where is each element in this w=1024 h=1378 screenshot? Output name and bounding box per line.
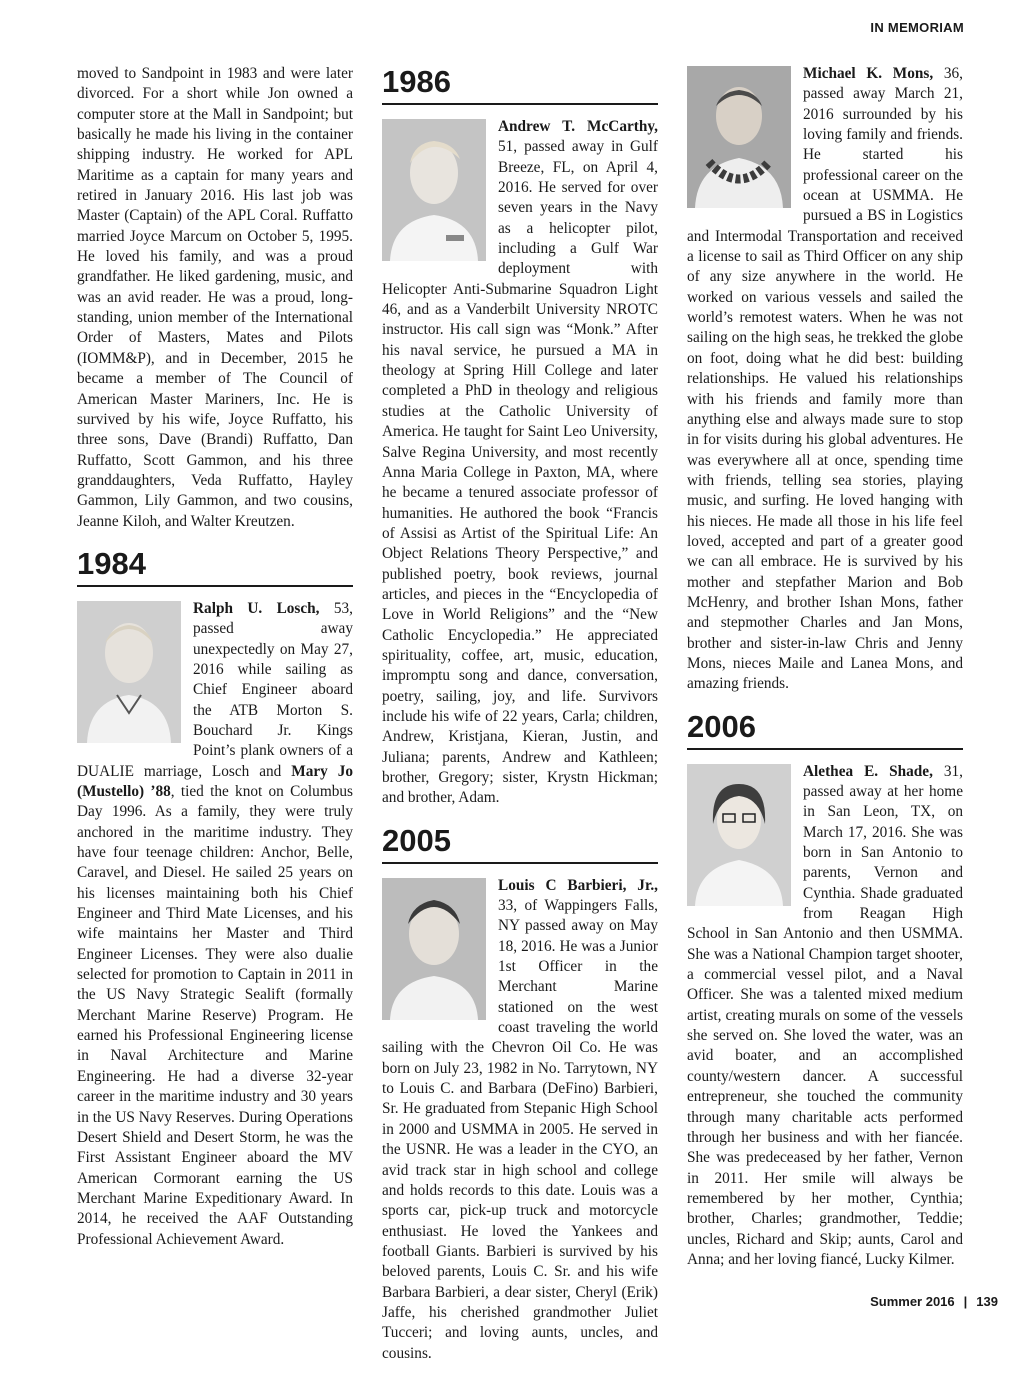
obituary-text: Louis C Barbieri, Jr., 33, of Wappingers Falls, NY passed away on May 18, 2016. He was a Junior 1st Officer in the Merchant Marine stationed on the west coast traveling the world sailing with the Chevron Oil Co. He was born on July 23, 1982 in No. Tarrytown, NY to Louis C. and Barbara (DeFino) Barbieri, Sr. He graduated from Stepanic High School in 2000 and USMMA in 2005. He served in the USNR. He was a leader in the CYO, an avid track star in high school and college and holds records to this date. Louis was a sports car, pick-up truck and motorcycle enthusiast. He loved the Yankees and football Giants. Barbieri is survived by his beloved parents, Louis C. Sr. and his wife Barbara Barbieri, a dear sister, Cheryl (Erik) Jaffe, his cherished grandmother Juliet Tucceri; and loving aunts, uncles, and cousins. [382, 876, 658, 1362]
class-year-heading: 1984 [77, 546, 353, 587]
obituary-ruffatto-continued [77, 64, 353, 532]
class-year-heading: 1986 [382, 64, 658, 105]
obituary-losch [77, 546, 353, 1250]
portrait-illustration [77, 601, 181, 743]
portrait-photo [382, 119, 486, 261]
obituary-text: moved to Sandpoint in 1983 and were later divorced. For a short while Jon owned a computer store at the Mall in Sandpoint; but basically he made his living in the container shipping industry. He worked for APL Maritime as a captain for many years and retired in January 2016. His last job was Master (Captain) of the APL Coral. Ruffatto married Joyce Marcum on October 5, 1995. He loved his family, and was a proud grandfather. He liked gardening, music, and was an avid reader. He was a proud, long-standing, union member of the International Order of Masters, Mates and Pilots (IOMM&P), and in December, 2015 he became a member of The Council of American Master Mariners, Inc. He is survived by his wife, Joyce Ruffatto, his three sons, Dave (Brandi) Ruffatto, Dan Ruffatto, Scott Gammon, and his three granddaughters, Veda Ruffatto, Hayley Gammon, Lily Gammon, and two cousins, Jeanne Kiloh, and Walter Kreutzen. [77, 65, 353, 530]
obituary-text: Ralph U. Losch, 53, passed away unexpectedly on May 27, 2016 while sailing as Chief Engineer aboard the ATB Morton S. Bouchard Jr. Kings Point’s plank owners of a DUALIE marriage, Losch and Mary Jo (Mustello) ’88, tied the knot on Columbus Day 1996. As a family, they were truly anchored in the maritime industry. They have four teenage children: Anchor, Belle, Caravel, and Diesel. He sailed 25 years on his licenses maintaining both his Chief Engineer and Third Mate Licenses, and his wife maintains her Master and Third Engineer Licenses. They were also dualie selected for promotion to Captain in 2011 in the US Navy Strategic Sealift (formally Merchant Marine Reserve) Program. He earned his Professional Engineering license in Naval Architecture and Marine Engineering. He had a diverse 32-year career in the maritime industry and 30 years in the US Navy Reserves. During Operations Desert Shield and Desert Storm, he was the First Assistant Engineer aboard the MV American Cormorant earning the US Merchant Marine Expeditionary Award. In 2014, he received the AAF Outstanding Professional Achievement Award. [77, 599, 353, 1248]
obituary-mons [687, 64, 963, 695]
decedent-name: Ralph U. Losch, [193, 599, 320, 617]
page-number: 139 [976, 1294, 998, 1309]
portrait-illustration [382, 878, 486, 1020]
portrait-photo [687, 66, 791, 208]
decedent-name: Louis C Barbieri, Jr., [498, 876, 658, 894]
column-3 [687, 64, 963, 1284]
portrait-photo [687, 764, 791, 906]
obituary-barbieri [382, 823, 658, 1364]
column-2 [382, 64, 658, 1378]
obituary-mccarthy [382, 64, 658, 809]
decedent-name: Alethea E. Shade, [803, 762, 933, 780]
decedent-name: Michael K. Mons, [803, 65, 934, 82]
decedent-name: Andrew T. McCarthy, [498, 118, 658, 135]
obituary-text: Alethea E. Shade, 31, passed away at her home in San Leon, TX, on March 17, 2016. She was born in San Antonio to parents, Vernon and Cynthia. Shade graduated from Reagan High School in San Antonio and then USMMA. She was a National Champion target shooter, a commercial vessel pilot, and a Naval Officer. She was a talented mixed medium artist, creating murals on some of the vessels she served on. She loved the water, was an avid boater, and an accomplished county/western dancer. A successful entrepreneur, she touched the community through many charitable acts performed through her business and with her fiancée. She was predeceased by her father, Vernon in 2011. Her smile will always be remembered by her mother, Cynthia; brother, Charles; grandmother, Teddie; uncles, Richard and Skip; aunts, Carol and Anna; and her loving fiancé, Lucky Kilmer. [687, 762, 963, 1268]
class-year-heading: 2005 [382, 823, 658, 864]
footer-separator: | [963, 1294, 968, 1309]
portrait-illustration [687, 764, 791, 906]
portrait-photo [382, 878, 486, 1020]
portrait-illustration [382, 119, 486, 261]
obituary-text: Michael K. Mons, 36, passed away March 21, 2016 surrounded by his loving family and friends. He started his professional career on the ocean at USMMA. He pursued a BS in Logistics and Intermodal Transportation and received a license to sail as Third Officer on any ship of any size anywhere in the world. He worked on various vessels and sailed the world’s remotest waters. When he was not sailing on the high seas, he trekked the globe on foot, doing what he did best: building relationships. He valued his relationships with his friends and family more than anything else and always made sure to stop in for visits during his global adventures. He was everywhere all at once, spending time with friends, telling sea stories, playing music, and surfing. He loved hanging with his nieces. He made all those in his life feel loved, accepted and part of a greater good we can all embrace. He is survived by his mother and stepfather Marion and Bob McHenry, and brother Ishan Mons, father and stepmother Charles and Jan Mons, brother and sister-in-law Chris and Jenny Mons, nieces Maile and Lanea Mons, and amazing friends. [687, 65, 963, 693]
portrait-photo [77, 601, 181, 743]
spouse-name: Mary Jo (Mustello) ’88 [77, 762, 353, 800]
obituary-text: Andrew T. McCarthy, 51, passed away in Gulf Breeze, FL, on April 4, 2016. He served for over seven years in the Navy as a helicopter pilot, including a Gulf War deployment with Helicopter Anti-Submarine Squadron Light 46, and as a Vanderbilt University NROTC instructor. His call sign was “Monk.” After his naval service, he pursued a MA in theology at Spring Hill College and later completed a PhD in theology and religious studies at the Catholic University of America. He taught for Saint Leo University, Salve Regina University, and most recently Anna Maria College in Paxton, MA, where he became a tenured associate professor of humanities. He authored the book “Francis of Assisi as Artist of the Spiritual Life: An Object Relations Theory Perspective,” and published poetry, book reviews, journal articles, and pieces in the “Encyclopedia of Love in World Religions” and the “New Catholic Encyclopedia.” He appreciated spirituality, coffee, art, music, education, impromptu song and dance, conversation, poetry, sailing, joy, and life. Survivors include his wife of 22 years, Carla; children, Andrew, Kristjana, Kieran, Justin, and Juliana; parents, Andrew and Kathleen; brother, Gregory; sister, Krystn Hickman; and brother, Adam. [382, 118, 658, 807]
column-1 [77, 64, 353, 1264]
issue-label: Summer 2016 [870, 1294, 955, 1309]
page-footer [870, 1294, 998, 1309]
obituary-shade [687, 709, 963, 1271]
class-year-heading: 2006 [687, 709, 963, 750]
portrait-illustration [687, 66, 791, 208]
section-header: IN MEMORIAM [870, 20, 964, 35]
